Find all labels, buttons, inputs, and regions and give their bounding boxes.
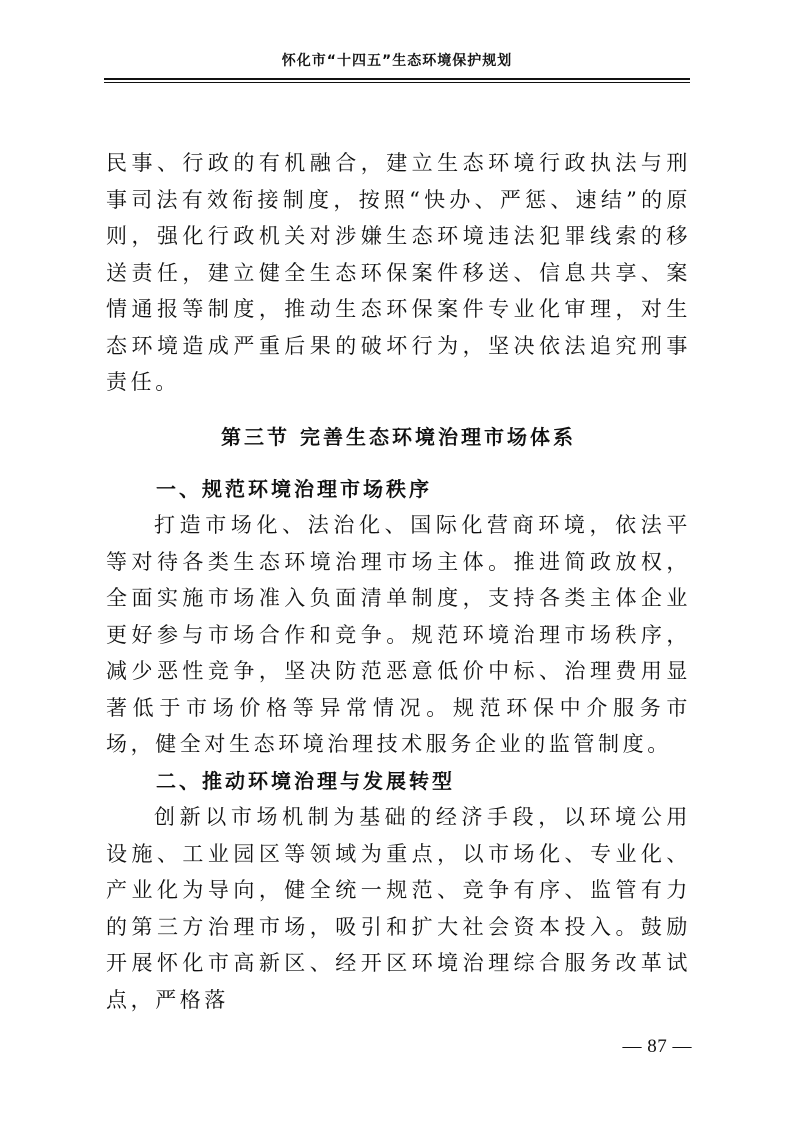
subsection-paragraph-1: 打造市场化、法治化、国际化营商环境，依法平等对待各类生态环境治理市场主体。推进简政放权，全面实施市场准入负面清单制度，支持各类主体企业更好参与市场合作和竞争。规范环境治理市场秩序，减少恶性竞争，坚决防范恶意低价中标、治理费用显著低于市场价格等异常情况。规范环保中介服务市场，健全对生态环境治理技术服务企业的监管制度。 xyxy=(106,513,691,756)
continuation-paragraph: 民事、行政的有机融合，建立生态环境行政执法与刑事司法有效衔接制度，按照“快办、严惩、速结”的原则，强化行政机关对涉嫌生态环境违法犯罪线索的移送责任，建立健全生态环保案件移送、信息共享、案情通报等制度，推动生态环保案件专业化审理，对生态环境造成严重后果的破坏行为，坚决依法追究刑事责任。 xyxy=(106,151,691,394)
subsection-paragraph-2: 创新以市场机制为基础的经济手段，以环境公用设施、工业园区等领域为重点，以市场化、专业化、产业化为导向，健全统一规范、竞争有序、监管有力的第三方治理市场，吸引和扩大社会资本投入。鼓励开展怀化市高新区、经开区环境治理综合服务改革试点，严格落 xyxy=(106,805,691,1012)
header-thin-rule xyxy=(104,82,690,83)
header-double-rule xyxy=(104,78,690,83)
page-body xyxy=(106,145,691,1018)
running-header xyxy=(104,52,690,83)
page-number: — 87 — xyxy=(622,1036,692,1057)
section-title: 第三节 完善生态环境治理市场体系 xyxy=(221,424,576,449)
subsection-heading-1: 一、规范环境治理市场秩序 xyxy=(156,476,432,501)
running-header-title: 怀化市“十四五”生态环境保护规划 xyxy=(281,53,513,69)
subsection-heading-2: 二、推动环境治理与发展转型 xyxy=(156,768,455,793)
